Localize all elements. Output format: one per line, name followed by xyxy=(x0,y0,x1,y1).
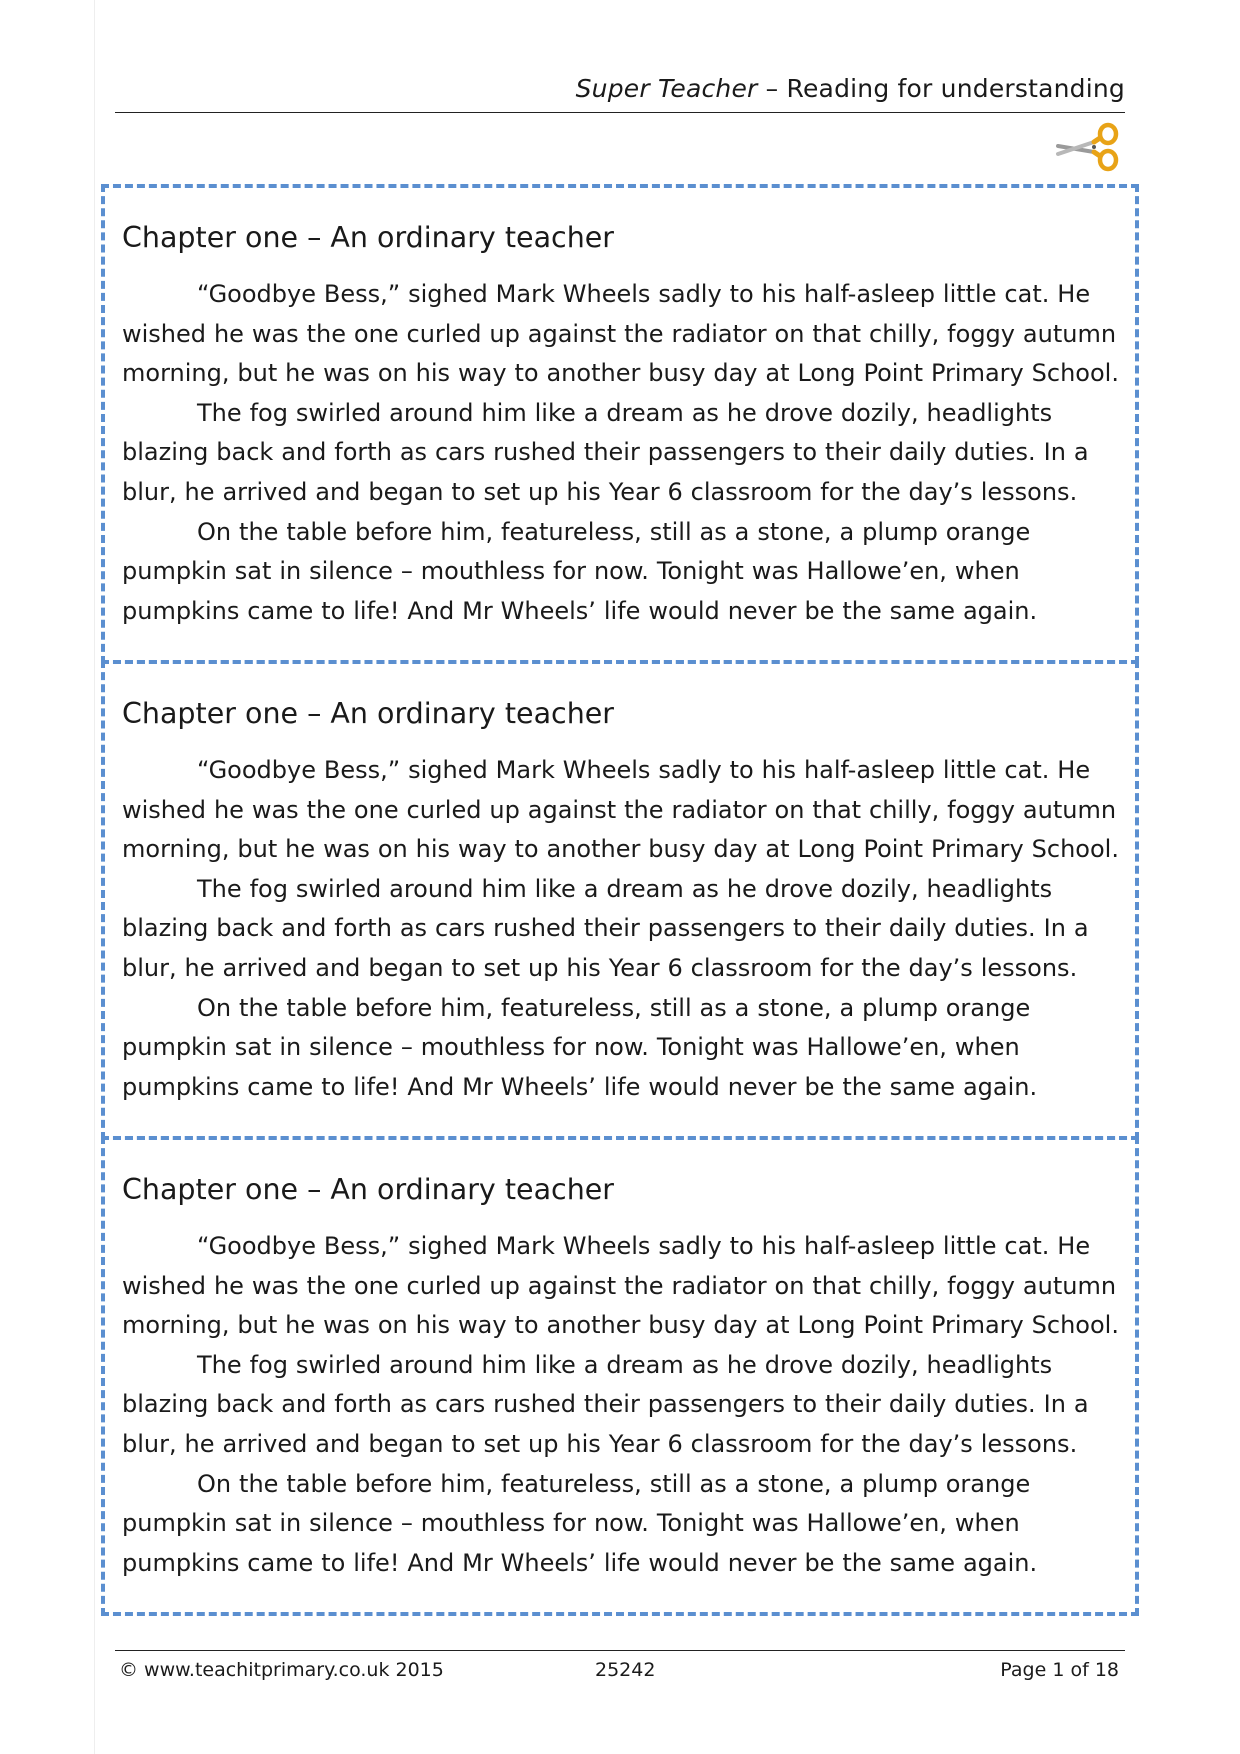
chapter-card xyxy=(101,660,1139,1140)
cut-out-cards xyxy=(101,184,1139,1616)
copyright-text: © www.teachitprimary.co.uk 2015 xyxy=(119,1659,444,1681)
header-separator: – xyxy=(757,74,787,103)
page-footer xyxy=(115,1650,1125,1691)
resource-code: 25242 xyxy=(595,1659,656,1681)
header-subtitle: Reading for understanding xyxy=(786,74,1125,103)
paragraph: On the table before him, featureless, still as a stone, a plump orange pumpkin sat in silence – mouthless for now. Tonight was Hallowe’en, when pumpkins came to life! And Mr Wheels’ life would never be the same again. xyxy=(122,1469,1038,1577)
page-header xyxy=(115,70,1125,113)
paragraph: “Goodbye Bess,” sighed Mark Wheels sadly to his half-asleep little cat. He wished he was the one curled up against the radiator on that chilly, foggy autumn morning, but he was on his way to another busy day at Long Point Primary School. xyxy=(122,756,1119,864)
page-edge xyxy=(94,0,95,1754)
paragraph: The fog swirled around him like a dream as he drove dozily, headlights blazing back and forth as cars rushed their passengers to their daily duties. In a blur, he arrived and began to set up his Year 6 classroom for the day’s lessons. xyxy=(122,1350,1089,1458)
page-number: Page 1 of 18 xyxy=(1000,1659,1119,1681)
paragraph: On the table before him, featureless, still as a stone, a plump orange pumpkin sat in silence – mouthless for now. Tonight was Hallowe’en, when pumpkins came to life! And Mr Wheels’ life would never be the same again. xyxy=(122,993,1038,1101)
chapter-text xyxy=(122,275,1122,631)
series-title: Super Teacher xyxy=(575,74,758,103)
paragraph: On the table before him, featureless, still as a stone, a plump orange pumpkin sat in silence – mouthless for now. Tonight was Hallowe’en, when pumpkins came to life! And Mr Wheels’ life would never be the same again. xyxy=(122,517,1038,625)
paragraph: The fog swirled around him like a dream as he drove dozily, headlights blazing back and forth as cars rushed their passengers to their daily duties. In a blur, he arrived and began to set up his Year 6 classroom for the day’s lessons. xyxy=(122,874,1089,982)
paragraph: The fog swirled around him like a dream as he drove dozily, headlights blazing back and forth as cars rushed their passengers to their daily duties. In a blur, he arrived and began to set up his Year 6 classroom for the day’s lessons. xyxy=(122,398,1089,506)
chapter-title: Chapter one – An ordinary teacher xyxy=(122,221,615,254)
chapter-text xyxy=(122,751,1122,1107)
scissors-icon xyxy=(1054,120,1120,172)
paragraph: “Goodbye Bess,” sighed Mark Wheels sadly to his half-asleep little cat. He wished he was the one curled up against the radiator on that chilly, foggy autumn morning, but he was on his way to another busy day at Long Point Primary School. xyxy=(122,1232,1119,1340)
paragraph: “Goodbye Bess,” sighed Mark Wheels sadly to his half-asleep little cat. He wished he was the one curled up against the radiator on that chilly, foggy autumn morning, but he was on his way to another busy day at Long Point Primary School. xyxy=(122,280,1119,388)
header-title xyxy=(576,74,1125,103)
chapter-title: Chapter one – An ordinary teacher xyxy=(122,1173,615,1206)
chapter-card xyxy=(101,184,1139,664)
chapter-title: Chapter one – An ordinary teacher xyxy=(122,697,615,730)
chapter-card xyxy=(101,1136,1139,1616)
chapter-text xyxy=(122,1227,1122,1583)
